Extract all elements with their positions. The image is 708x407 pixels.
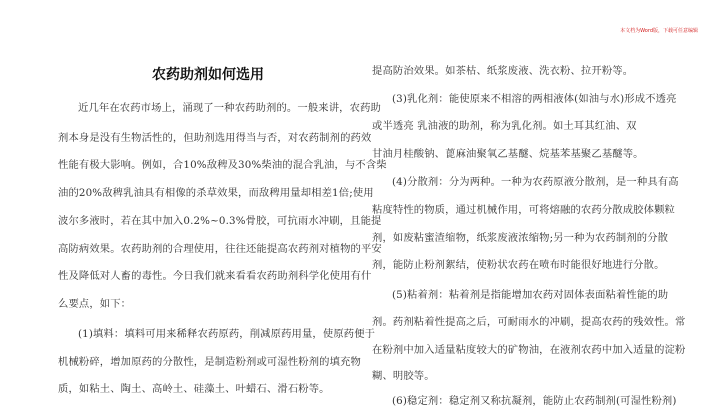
paragraph-line: 提高防治效果。如茶枯、纸浆废液、洗衣粉、拉开粉等。 [372, 65, 634, 77]
paragraph-line: 糊、明胶等。 [372, 370, 435, 382]
paragraph-line: 油的20%敌稗乳油具有相像的杀草效果，而敌稗用量却相差1倍;使用 [58, 187, 374, 199]
paragraph-line: 近几年在农药市场上，涌现了一种农药助剂的。一般来讲，农药助 [78, 102, 381, 114]
paragraph-line: (3)乳化剂：能使原来不相溶的两相液体(如油与水)形成不透亮 [392, 93, 677, 105]
paragraph-line: 高防病效果。农药助剂的合理使用，往往还能提高农药剂对植物的平安 [58, 243, 382, 255]
paragraph-line: 粘度特性的物质，通过机械作用，可将熔融的农药分散成胶体颗粒 [372, 204, 675, 216]
paragraph-line: (4)分散剂：分为两种。一种为农药原液分散剂，是一种具有高 [392, 176, 679, 188]
watermark-note: 本文档为Word版，下载可任意编辑 [620, 28, 698, 34]
paragraph-line: 剂。药剂粘着性提高之后，可耐雨水的冲刷，提高农药的残效性。常 [372, 316, 686, 328]
paragraph-line: 么要点，如下： [58, 298, 132, 310]
paragraph-line: 剂，如废粘蜜渣缩物，纸浆废液浓缩物;另一种为农药制剂的分散 [372, 232, 669, 244]
paragraph-line: 剂，能防止粉剂絮结，使粉状农药在喷布时能很好地进行分散。 [372, 259, 665, 271]
paragraph-line: 性及降低对人畜的毒性。今日我们就来看看农药助剂科学化使用有什 [58, 270, 372, 282]
paragraph-line: 波尔多液时，若在其中加入0.2%~0.3%骨胶，可抗雨水冲刷，且能提 [58, 215, 382, 227]
paragraph-line: 剂本身是没有生物活性的，但助剂选用得当与否，对农药制剂的药效 [58, 132, 372, 144]
page-title: 农药助剂如何选用 [152, 67, 264, 83]
paragraph-line: (1)填料：填料可用来稀释农药原药，削减原药用量，使原药便于 [78, 328, 376, 340]
paragraph-line: 在粉剂中加入适量粘度较大的矿物油，在液剂农药中加入适量的淀粉 [372, 344, 686, 356]
paragraph-line: (5)粘着剂：粘着剂是指能增加农药对固体表面粘着性能的助 [392, 289, 669, 301]
paragraph-line: 或半透亮 乳油液的助剂，称为乳化剂。如土耳其红油、双 [372, 120, 637, 132]
paragraph-line: (6)稳定剂：稳定剂又称抗凝剂，能防止农药制剂(可湿性粉剂) [392, 395, 677, 407]
paragraph-line: 质，如粘土、陶土、高岭土、硅藻土、叶蜡石、滑石粉等。 [58, 383, 330, 395]
paragraph-line: 性能有极大影响。例如，合10%敌稗及30%柴油的混合乳油，与不含柴 [58, 159, 387, 171]
paragraph-line: 甘油月桂酸钠、蓖麻油聚氧乙基醚、烷基苯基聚乙基醚等。 [372, 148, 644, 160]
paragraph-line: 机械粉碎，增加原药的分散性，是制造粉剂或可湿性粉剂的填充物 [58, 356, 361, 368]
